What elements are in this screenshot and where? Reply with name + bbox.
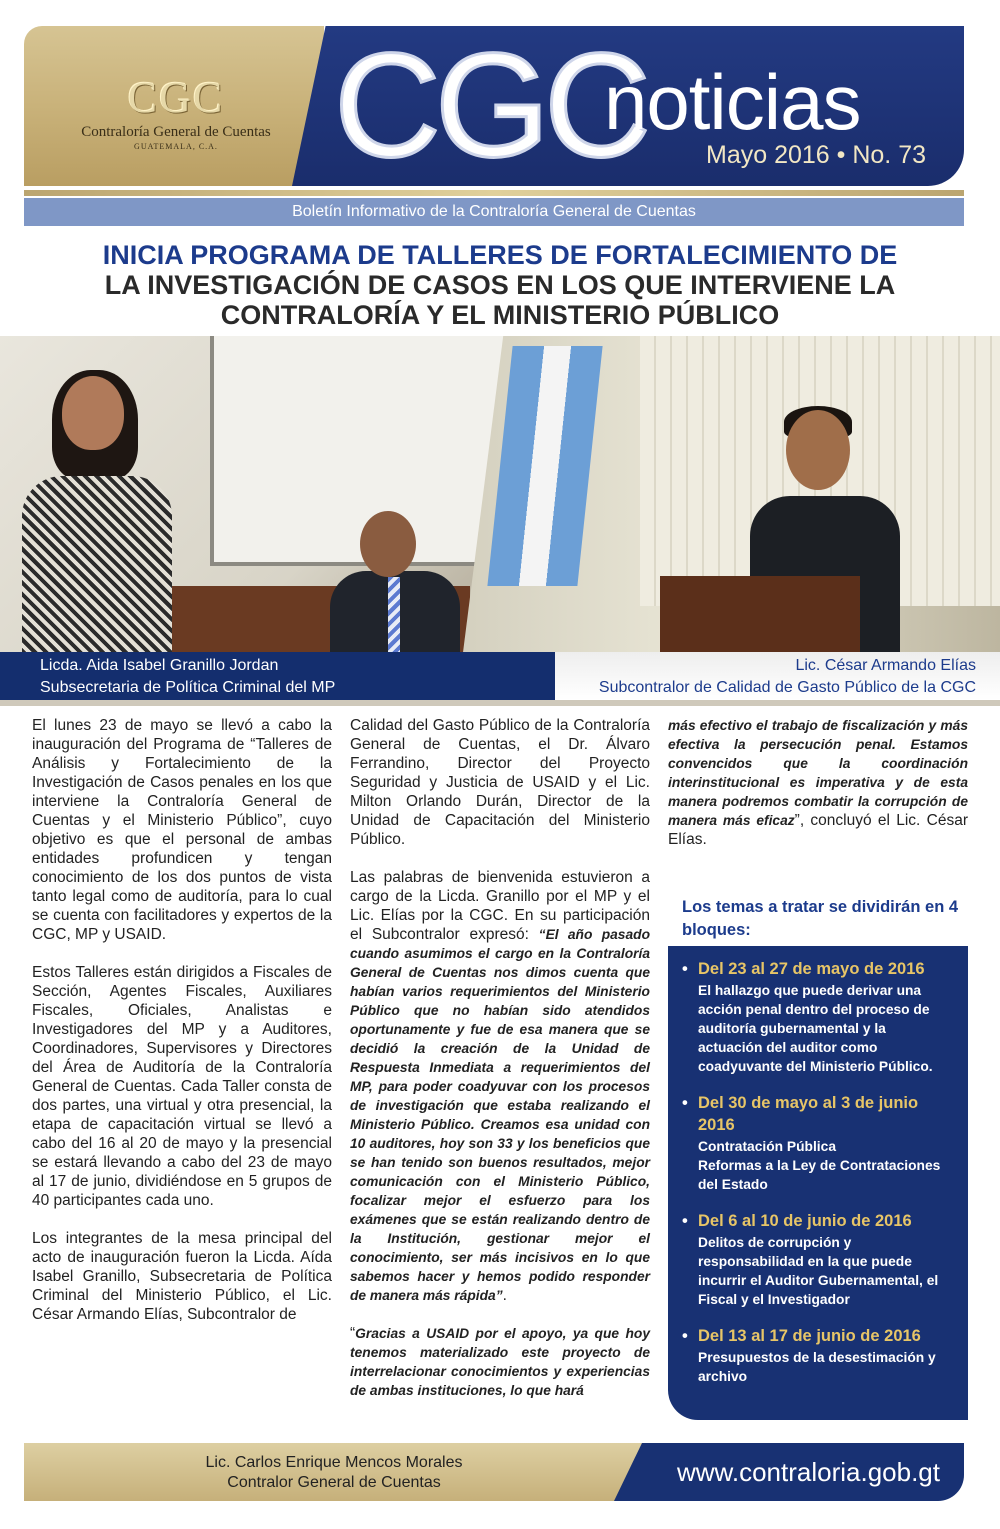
paragraph: Los integrantes de la mesa principal del acto de inauguración fueron la Licda. Aída Isabel Granillo, Subsecretaria de Política Criminal del Ministerio Público, el Lic. César Armando Elías, Subcontralor de xyxy=(32,1230,332,1323)
bullet-icon: • xyxy=(682,1212,688,1230)
paragraph: El lunes 23 de mayo se llevó a cabo la inauguración del Programa de “Talleres de Análisis y Fortalecimiento de la Investigación de Casos penales en los que interviene la Contraloría General de Cuentas y el Ministerio Público”, cuyo objetivo es que el personal de ambas entidades profundicen y tengan conocimiento de los dos puntos de vista tanto legal como de auditoría, para lo cual se cuenta con facilitadores y expertos de la CGC, MP y USAID. xyxy=(32,717,332,943)
signer-block xyxy=(164,1453,504,1493)
paragraph-text: Las palabras de bienvenida estuvieron a cargo de la Licda. Granillo por el MP y el Lic. Elías por la CGC. En su participación el Subcontralor expresó: xyxy=(350,869,650,943)
topic-desc: Contratación Pública Reformas a la Ley de Contrataciones del Estado xyxy=(698,1139,941,1192)
gold-divider xyxy=(24,190,964,196)
masthead xyxy=(24,23,964,188)
caption-left-role: Subsecretaria de Política Criminal del MP xyxy=(40,679,336,696)
topics-heading: Los temas a tratar se dividirán en 4 bloques: xyxy=(682,898,959,939)
caption-left-name: Licda. Aida Isabel Granillo Jordan xyxy=(40,657,279,674)
topic-desc: Presupuestos de la desestimación y archivo xyxy=(698,1350,936,1384)
paragraph xyxy=(668,716,968,849)
speaker-woman xyxy=(22,376,162,666)
cgc-logo xyxy=(76,73,276,151)
logo-mark: CGC xyxy=(127,73,225,122)
guatemala-flag xyxy=(487,346,602,586)
paragraph-text: “ xyxy=(350,1325,356,1342)
topic-item xyxy=(682,1092,954,1194)
paragraph xyxy=(350,1324,650,1400)
subtitle-band xyxy=(24,198,964,226)
signer-name: Lic. Carlos Enrique Mencos Morales xyxy=(205,1454,463,1471)
bulletin-subtitle: Boletín Informativo de la Contraloría General de Cuentas xyxy=(292,203,696,220)
topic-title: Del 30 de mayo al 3 de junio 2016 xyxy=(698,1094,919,1134)
bullet-icon: • xyxy=(682,1327,688,1345)
headline-line-2: LA INVESTIGACIÓN DE CASOS EN LOS QUE INTERVIENE LA xyxy=(104,270,896,300)
website-link[interactable]: www.contraloria.gob.gt xyxy=(676,1457,940,1487)
headline-line-1: INICIA PROGRAMA DE TALLERES DE FORTALECIMIENTO DE xyxy=(102,240,898,270)
headline xyxy=(40,240,960,330)
article-column-3 xyxy=(668,716,968,868)
topic-item xyxy=(682,1210,954,1309)
quote-text: Gracias a USAID por el apoyo, ya que hoy tenemos materializado este proyecto de interrelacionar conocimientos y experiencias de ambas instituciones, lo que hará xyxy=(350,1326,650,1398)
topic-desc: El hallazgo que puede derivar una acción penal dentro del proceso de auditoría gubernamental y la actuación del auditor como coadyuvante del Ministerio Público. xyxy=(698,983,933,1074)
topics-box xyxy=(668,946,968,1420)
caption-right-name: Lic. César Armando Elías xyxy=(795,657,976,674)
article-column-2 xyxy=(350,716,650,1419)
paragraph: Calidad del Gasto Público de la Contraloría General de Cuentas, el Dr. Álvaro Ferrandino, Director del Proyecto Seguridad y Justicia de USAID y el Lic. Milton Orlando Durán, Director de la Unidad de Capacitación del Ministerio Público. xyxy=(350,717,650,848)
quote-text: “El año pasado cuando asumimos el cargo en la Contraloría General de Cuentas nos dimos cuenta que habían varios requerimientos del Ministerio Público que no habían sido atendidos oportunamente y fue de esa manera que se decidió la creación de la Unidad de Respuesta Inmediata a requerimientos del MP, para poder coadyuvar con los procesos de investigación que estaba realizando el Ministerio Público. Creamos esa unidad con 10 auditores, hoy son 33 y los beneficios que se han tenido son buenos resultados, mejor comunicación con el Ministerio Público, focalizar mejor el esfuerzo para los exámenes que se están realizando dentro de la Institución, gestionar mejor el conocimiento, ser más incisivos en lo que sabemos hacer y hemos podido responder de manera más rápida” xyxy=(350,927,650,1303)
topic-item xyxy=(682,958,954,1076)
quote-text: más efectivo el trabajo de fiscalización y más efectiva la persecución penal. Estamos convencidos que la coordinación interinstitucional es imperativa y de esta manera podremos combatir la corrupción de manera más eficaz xyxy=(668,718,968,828)
bullet-icon: • xyxy=(682,1094,688,1112)
paragraph-text: . xyxy=(502,1287,507,1304)
topic-title: Del 6 al 10 de junio de 2016 xyxy=(698,1212,912,1230)
event-photo xyxy=(0,336,1000,706)
paragraph xyxy=(350,868,650,1305)
logo-name: Contraloría General de Cuentas xyxy=(81,124,271,140)
paragraph: Estos Talleres están dirigidos a Fiscales de Sección, Agentes Fiscales, Auxiliares Fiscales, Oficiales, Analistas e Investigadores del MP y a Auditores, Coordinadores, Supervisores y Directores del Área de Auditoría de la Contraloría General de Cuentas. Cada Taller consta de dos partes, una virtual y otra presencial, la etapa de capacitación virtual se llevó a cabo del 16 al 20 de mayo y la presencial se estará llevando a cabo del 23 de mayo al 17 de junio, dividiéndose en 5 grupos de 40 participantes cada uno. xyxy=(32,964,332,1209)
issue-number: Mayo 2016 • No. 73 xyxy=(706,141,926,169)
brand-noticias: noticias xyxy=(604,58,861,146)
article-column-1 xyxy=(32,716,332,1343)
signer-role: Contralor General de Cuentas xyxy=(227,1474,441,1491)
headline-line-3: CONTRALORÍA Y EL MINISTERIO PÚBLICO xyxy=(220,300,780,330)
topic-item xyxy=(682,1325,954,1386)
topic-title: Del 23 al 27 de mayo de 2016 xyxy=(698,960,925,978)
bullet-icon: • xyxy=(682,960,688,978)
caption-left xyxy=(0,652,555,700)
topic-desc: Delitos de corrupción y responsabilidad en la que puede incurrir el Auditor Gubernamental, el Fiscal y el Investigador xyxy=(698,1235,939,1307)
caption-right xyxy=(555,652,1000,700)
caption-right-role: Subcontralor de Calidad de Gasto Público de la CGC xyxy=(598,679,976,696)
footer xyxy=(24,1443,964,1501)
seated-attendee xyxy=(330,511,450,661)
brand-cgc: CGC xyxy=(334,23,645,188)
paragraph-text: ”, concluyó el Lic. César Elías. xyxy=(668,812,968,848)
photo-right-speaker xyxy=(460,336,1000,676)
logo-country: GUATEMALA, C.A. xyxy=(134,142,218,151)
topic-title: Del 13 al 17 de junio de 2016 xyxy=(698,1327,921,1345)
